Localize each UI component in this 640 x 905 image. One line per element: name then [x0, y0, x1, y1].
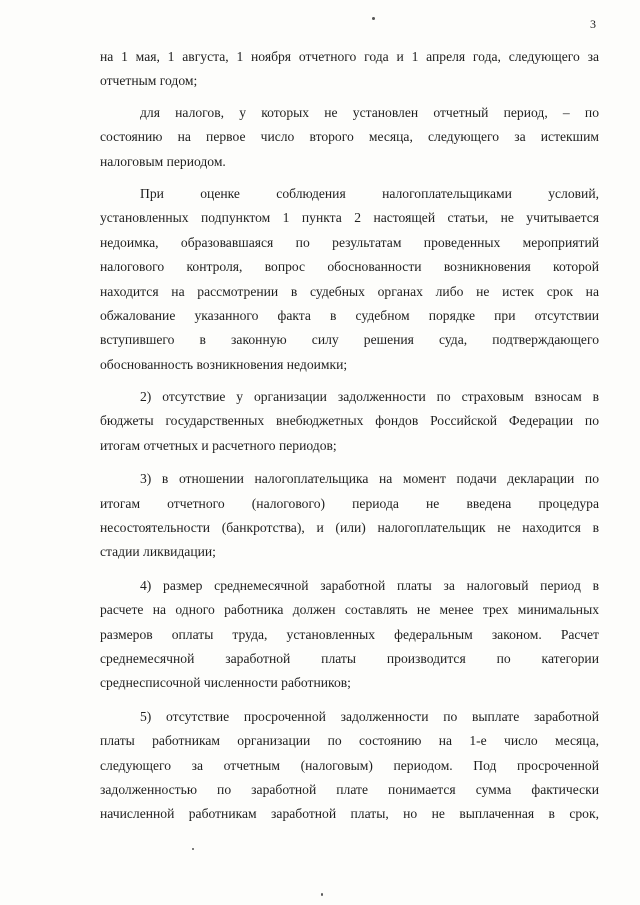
text-line: обжалование указанного факта в судебном порядке при отсутствии [100, 307, 599, 323]
text-line: 4) размер среднемесячной заработной платы за налоговый период в [140, 577, 599, 593]
paragraph [100, 574, 599, 696]
scan-speck [192, 848, 194, 850]
text-line: обоснованность возникновения недоимки; [100, 356, 348, 372]
text-line: находится на рассмотрении в судебных органах либо не истек срок на [100, 283, 599, 299]
text-line: 5) отсутствие просроченной задолженности по выплате заработной [140, 708, 599, 724]
paragraph [100, 467, 599, 565]
scan-speck [321, 893, 323, 896]
text-line: 3) в отношении налогоплательщика на момент подачи декларации по [140, 471, 599, 487]
text-line: недоимка, образовавшаяся по результатам проведенных мероприятий [100, 234, 599, 250]
paragraph [100, 182, 599, 377]
text-line: итогам отчетных и расчетного периодов; [100, 437, 337, 453]
text-line: для налогов, у которых не установлен отчетный период, – по [140, 104, 599, 120]
text-line: несостоятельности (банкротства), и (или) налогоплательщик не находится в [100, 520, 599, 536]
text-line: задолженностью по заработной плате понимается сумма фактически [100, 781, 599, 797]
paragraph [100, 385, 599, 458]
text-line: размеров оплаты труда, установленных федеральным законом. Расчет [100, 626, 599, 642]
text-line: установленных подпунктом 1 пункта 2 настоящей статьи, не учитывается [100, 210, 599, 226]
text-line: отчетным годом; [100, 73, 198, 89]
text-line: среднесписочной численности работников; [100, 675, 351, 691]
text-line: стадии ликвидации; [100, 544, 216, 560]
text-line: 2) отсутствие у организации задолженности по страховым взносам в [140, 389, 599, 405]
text-line: налоговым периодом. [100, 153, 226, 169]
text-line: налогового контроля, вопрос обоснованности возникновения которой [100, 259, 599, 275]
text-line: на 1 мая, 1 августа, 1 ноября отчетного года и 1 апреля года, следующего за [100, 49, 599, 64]
paragraph [100, 101, 599, 174]
text-line: среднемесячной заработной платы производится по категории [100, 650, 599, 666]
text-line: итогам отчетного (налогового) периода не введена процедура [100, 495, 599, 511]
paragraph [100, 45, 599, 94]
text-line: бюджеты государственных внебюджетных фондов Российской Федерации по [100, 413, 599, 429]
text-line: расчете на одного работника должен составлять не менее трех минимальных [100, 602, 599, 618]
text-line: платы работникам организации по состоянию на 1-е число месяца, [100, 733, 599, 749]
paragraph [100, 705, 599, 827]
page-number: 3 [590, 17, 596, 31]
text-line: следующего за отчетным (налоговым) периодом. Под просроченной [100, 757, 599, 773]
scan-speck [372, 17, 375, 20]
text-line: При оценке соблюдения налогоплательщиками условий, [140, 185, 599, 201]
text-line: вступившего в законную силу решения суда, подтверждающего [100, 332, 599, 348]
text-line: начисленной работникам заработной платы, но не выплаченная в срок, [100, 806, 599, 822]
text-line: состоянию на первое число второго месяца, следующего за истекшим [100, 129, 599, 145]
document-body [100, 45, 599, 827]
